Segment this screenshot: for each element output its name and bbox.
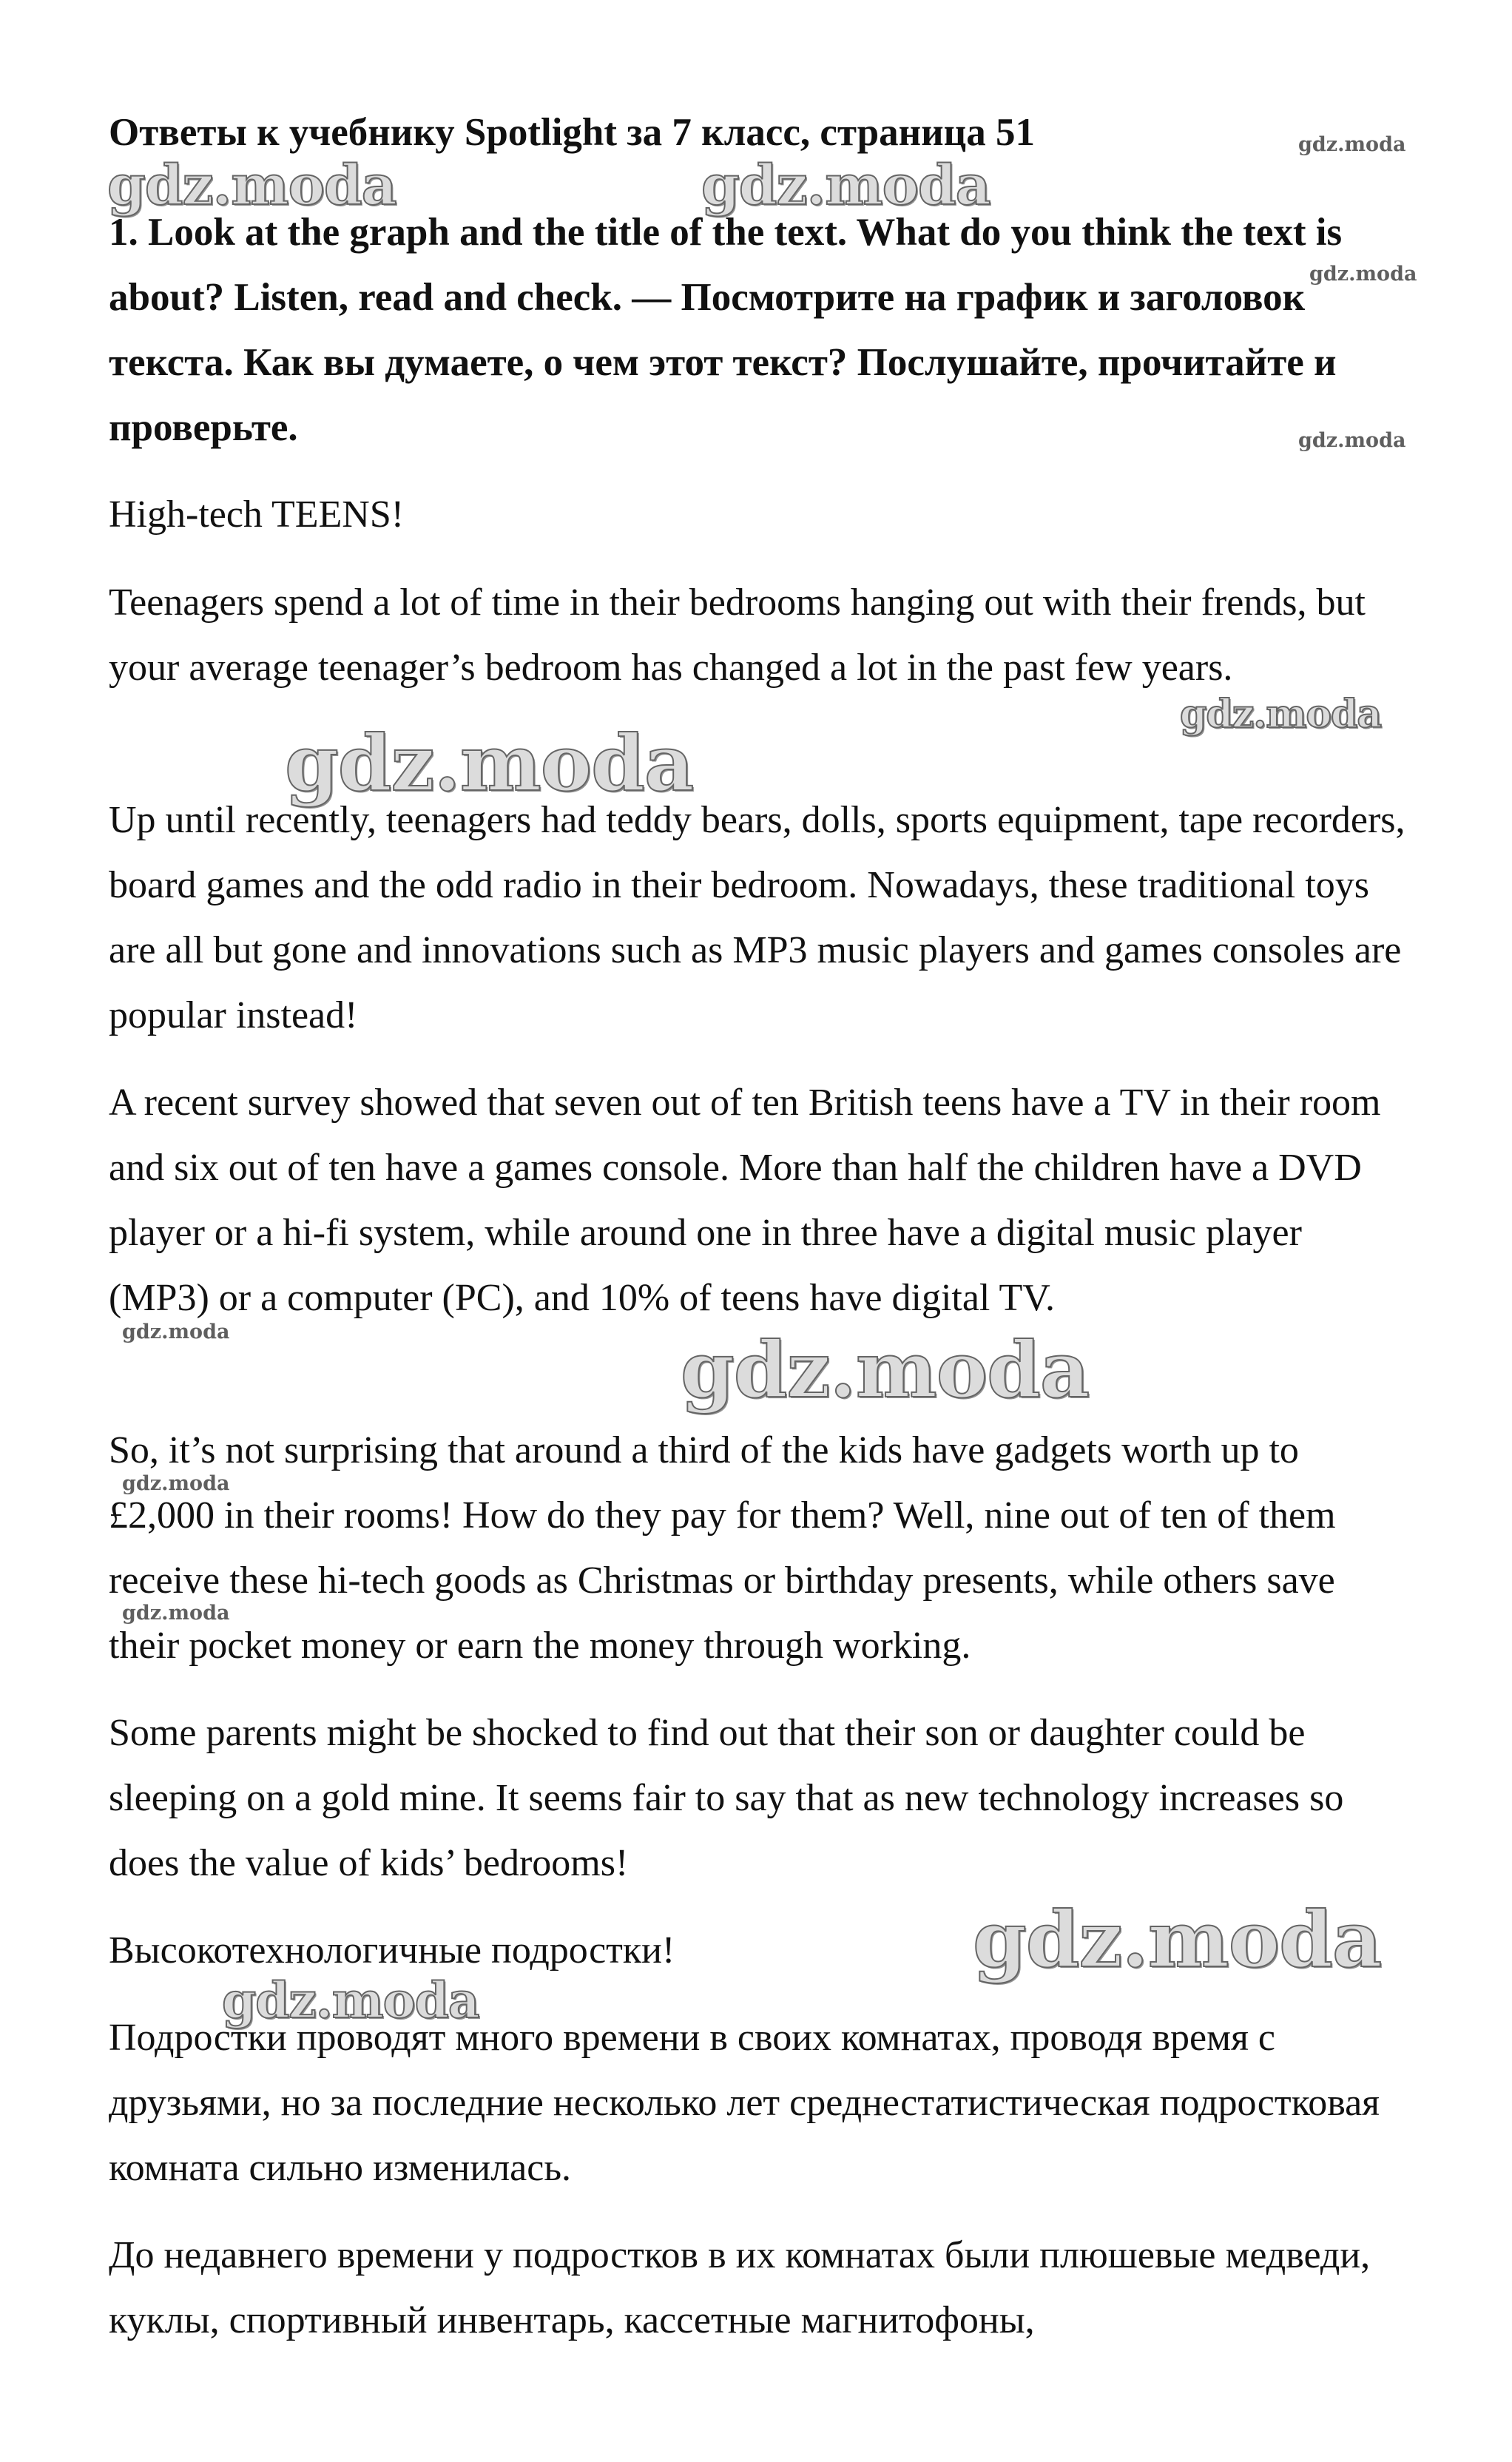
english-paragraph-4: So, it’s not surprising that around a third of the kids have gadgets worth up to £2,000 in their rooms! How do they pay for them? Well, nine out of ten of them receive these hi-tech goods as Christmas or birthday presents, while others save their pocket money or earn the money through working. bbox=[109, 1429, 1336, 1667]
watermark-logo: gdz.moda bbox=[1180, 692, 1382, 737]
watermark-logo: gdz.moda bbox=[107, 154, 396, 217]
russian-paragraph-1: Подростки проводят много времени в своих комнатах, проводя время с друзьями, но за последние несколько лет среднестатистическая подростковая комната сильно изменилась. bbox=[109, 2017, 1380, 2189]
watermark-small: gdz.moda bbox=[122, 1321, 230, 1343]
watermark-logo: gdz.moda bbox=[285, 718, 694, 809]
russian-text-title: Высокотехнологичные подростки! bbox=[109, 1929, 675, 1972]
english-text-title: High-tech TEENS! bbox=[109, 493, 405, 536]
watermark-logo: gdz.moda bbox=[222, 1972, 479, 2029]
english-paragraph-5: Some parents might be shocked to find out that their son or daughter could be sleeping on a gold mine. It seems fair to say that as new technology increases so does the value of kids’ bedrooms! bbox=[109, 1712, 1344, 1884]
watermark-small: gdz.moda bbox=[1309, 263, 1417, 286]
russian-paragraph-2: До недавнего времени у подростков в их комнатах были плюшевые медведи, куклы, спортивный инвентарь, кассетные магнитофоны, bbox=[109, 2234, 1371, 2341]
english-paragraph-3: A recent survey showed that seven out of ten British teens have a TV in their room and six out of ten have a games console. More than half the children have a DVD player or a hi-fi system, while around one in three have a digital music player (MP3) or a computer (PC), and 10% of teens have digital TV. bbox=[109, 1082, 1381, 1319]
watermark-small: gdz.moda bbox=[122, 1472, 230, 1495]
task-instruction: 1. Look at the graph and the title of the text. What do you think the text is about? Listen, read and check. — Посмотрите на график и заголовок текста. Как вы думаете, о чем этот текст? Послушайте, прочитайте и проверьте. bbox=[109, 211, 1343, 449]
page-title: Ответы к учебнику Spotlight за 7 класс, страница 51 bbox=[109, 111, 1035, 154]
watermark-logo: gdz.moda bbox=[681, 1324, 1090, 1415]
watermark-logo: gdz.moda bbox=[973, 1894, 1382, 1985]
english-paragraph-1: Teenagers spend a lot of time in their bedrooms hanging out with their frends, but your average teenager’s bedroom has changed a lot in the past few years. bbox=[109, 581, 1366, 689]
watermark-small: gdz.moda bbox=[1298, 429, 1406, 452]
english-paragraph-2: Up until recently, teenagers had teddy bears, dolls, sports equipment, tape recorders, board games and the odd radio in their bedroom. Nowadays, these traditional toys are all but gone and innovations such as MP3 music players and games consoles are popular instead! bbox=[109, 799, 1405, 1036]
watermark-logo: gdz.moda bbox=[701, 154, 990, 217]
watermark-small: gdz.moda bbox=[122, 1602, 230, 1625]
watermark-small: gdz.moda bbox=[1298, 133, 1406, 156]
